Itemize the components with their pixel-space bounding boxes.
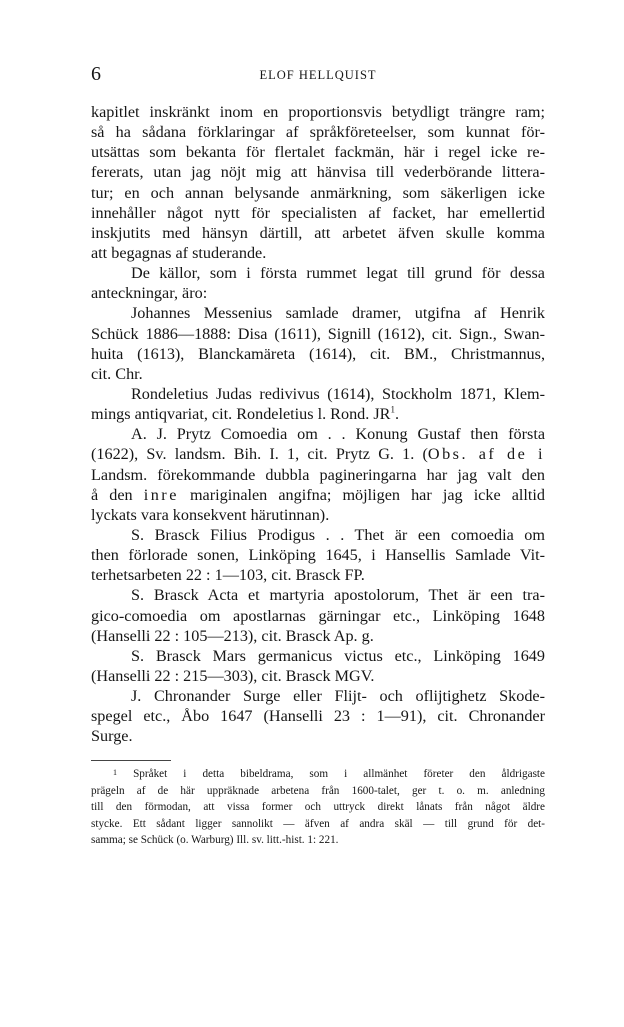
text-line: De källor, som i första rummet legat till grund för dessa — [131, 264, 545, 283]
text-line: spegel etc., Åbo 1647 (Hanselli 23 : 1—91), cit. Chronander — [91, 707, 545, 726]
text-line: terhetsarbeten 22 : 1—103, cit. Brasck FP. — [91, 566, 365, 585]
text-line: J. Chronander Surge eller Flijt- och oflijtighetz Skode- — [131, 687, 545, 706]
text-line: Surge. — [91, 727, 133, 746]
text-line: kapitlet inskränkt inom en proportionsvis betydligt trängre ram; — [91, 103, 545, 121]
footnote-line: till den förmodan, att vissa former och uttryck direkt lånats från något äldre — [91, 801, 545, 813]
text-segment: mings antiqvariat, cit. Rondeletius l. Rond. JR — [91, 405, 391, 424]
spaced-text: Obs. af de i — [427, 445, 546, 464]
footnote-divider — [91, 760, 171, 761]
running-head: ELOF HELLQUIST — [259, 68, 377, 82]
text-line: cit. Chr. — [91, 364, 143, 383]
page-number: 6 — [91, 63, 101, 85]
text-segment: Språket i detta bibeldrama, som i allmänhet företer den åldrigaste — [133, 768, 546, 780]
text-segment: (1622), Sv. landsm. Bih. I. 1, cit. Prytz G. 1. ( — [91, 445, 428, 464]
text-line: S. Brasck Acta et martyria apostolorum, Thet är een tra- — [131, 586, 545, 605]
text-line: Johannes Messenius samlade dramer, utgifna af Henrik — [131, 304, 545, 323]
footnote-line: stycke. Ett sådant ligger sannolikt — äfven af andra skäl — till grund för det- — [91, 817, 545, 830]
text-line: huita (1613), Blanckamäreta (1614), cit. BM., Christmannus, — [91, 344, 545, 363]
text-line: lyckats vara konsekvent härutinnan). — [91, 505, 330, 524]
spaced-text: inre — [143, 485, 179, 504]
text-line: att begagnas af studerande. — [91, 243, 267, 262]
page-header — [91, 62, 545, 86]
footnote — [91, 766, 545, 849]
footnote-line: samma; se Schück (o. Warburg) Ill. sv. litt.-hist. 1: 221. — [91, 834, 339, 846]
text-line: (Hanselli 22 : 105—213), cit. Brasck Ap. g. — [91, 626, 374, 645]
text-segment: å den — [91, 485, 144, 504]
body-text — [91, 102, 545, 747]
text-line: Schück 1886—1888: Disa (1611), Signill (1612), cit. Sign., Swan- — [91, 324, 545, 343]
text-line: utsättas som bekanta för flertalet fackmän, här i regel icke re- — [91, 143, 545, 162]
text-line: så ha sådana förklaringar af språkföreteelser, som kunnat för- — [91, 123, 545, 142]
text-line: innehåller något nytt för specialisten af facket, har emellertid — [91, 203, 545, 222]
text-line: S. Brasck Filius Prodigus . . Thet är een comoedia om — [131, 525, 545, 544]
text-line: Landsm. förekommande dubbla pagineringarna har jag valt den — [91, 465, 545, 484]
text-line: S. Brasck Mars germanicus victus etc., Linköping 1649 — [131, 646, 545, 665]
text-line: fererats, utan jag nöjt mig att hänvisa till vederbörande littera- — [91, 163, 545, 182]
footnote-line: prägeln af de här uppräknade arbetena från 1600-talet, ger t. o. m. anledning — [91, 784, 545, 797]
footnote-reference: 1 — [390, 404, 395, 415]
text-line: A. J. Prytz Comoedia om . . Konung Gustaf then första — [131, 425, 545, 444]
text-line: (Hanselli 22 : 215—303), cit. Brasck MGV. — [91, 666, 375, 685]
text-segment: mariginalen angifna; möjligen har jag icke alltid — [178, 485, 545, 504]
text-line: mings antiqvariat, cit. Rondeletius l. Rond. $JR^1$. — [91, 404, 399, 424]
text-line: then förlorade sonen, Linköping 1645, i Hansellis Samlade Vit- — [91, 546, 545, 565]
text-line: gico-comoedia om apostlarnas gärningar etc., Linköping 1648 — [91, 606, 545, 625]
text-line: tur; en och annan belysande anmärkning, som säkerligen icke — [91, 183, 545, 202]
text-line — [91, 485, 545, 505]
text-line — [91, 444, 545, 464]
footnote-marker: 1 — [113, 768, 117, 777]
text-line: inskjutits med hänsyn därtill, att arbetet äfven skulle komma — [91, 223, 545, 242]
text-line: anteckningar, äro: — [91, 284, 208, 303]
text-line: Rondeletius Judas redivivus (1614), Stockholm 1871, Klem- — [131, 384, 545, 403]
footnote-line — [91, 766, 545, 783]
